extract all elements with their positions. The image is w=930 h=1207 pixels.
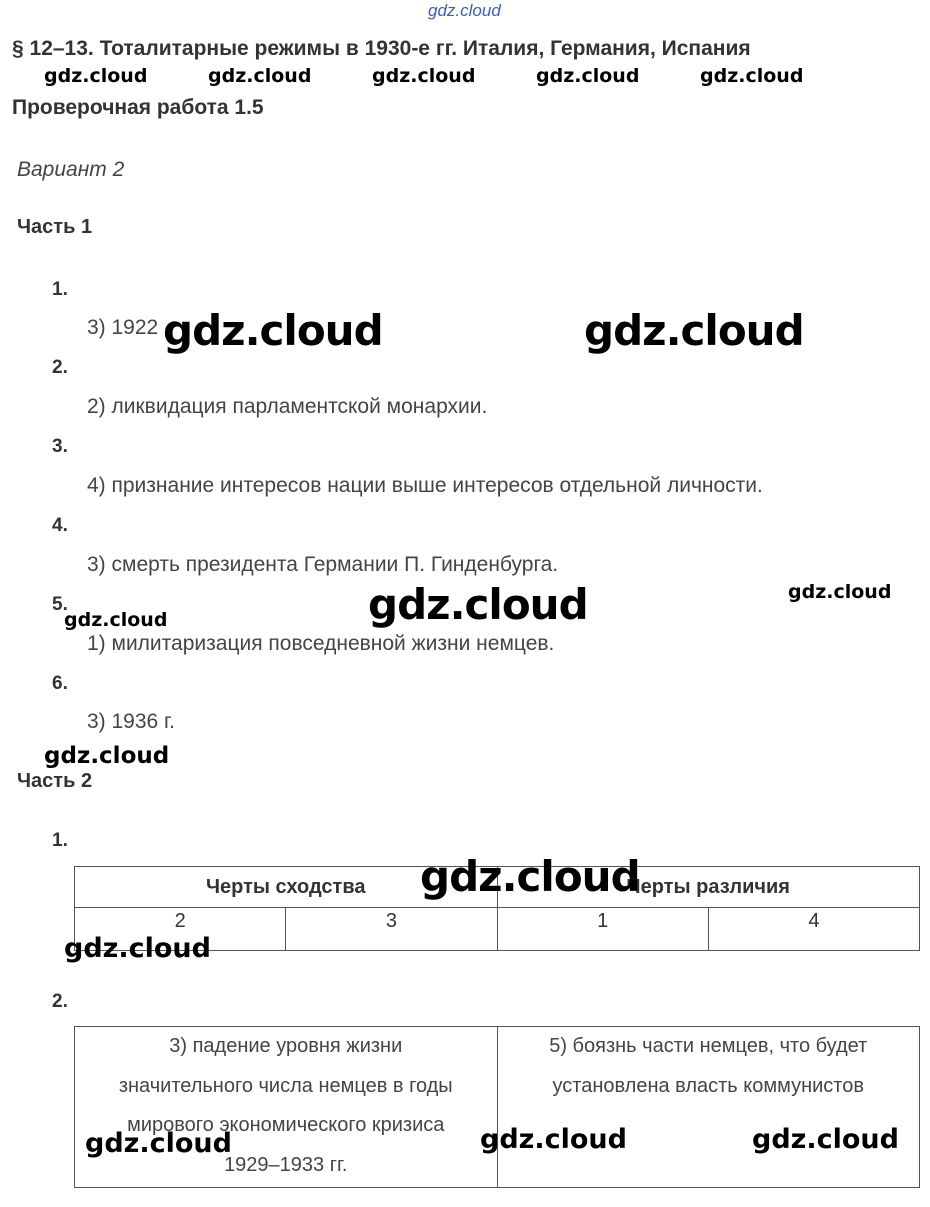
q3-number: 3. [52, 436, 68, 457]
p2-q1-number: 1. [52, 830, 68, 851]
q1-number: 1. [52, 279, 68, 300]
causes-table [74, 1026, 920, 1188]
similarities-differences-table [74, 866, 920, 951]
watermark: gdz.cloud [163, 306, 383, 355]
watermark: gdz.cloud [584, 306, 804, 355]
q3-answer: 4) признание интересов нации выше интересов отдельной личности. [87, 474, 763, 497]
p2-q2-number: 2. [52, 991, 68, 1012]
watermark: gdz.cloud [372, 65, 476, 87]
cause-right-cell [497, 1027, 920, 1188]
watermark: gdz.cloud [208, 65, 312, 87]
cause-left-line: 1929–1933 гг. [224, 1153, 348, 1176]
table-cell: 3 [286, 908, 497, 951]
q6-number: 6. [52, 673, 68, 694]
q2-number: 2. [52, 357, 68, 378]
cause-left-line: 3) падение уровня жизни [169, 1035, 403, 1057]
part2-heading: Часть 2 [17, 770, 93, 792]
table-cell: 1 [497, 908, 708, 951]
cause-left-line: мирового экономического кризиса [127, 1114, 445, 1136]
cause-left-cell [75, 1027, 498, 1188]
work-title: Проверочная работа 1.5 [12, 96, 264, 119]
q2-answer: 2) ликвидация парламентской монархии. [87, 395, 488, 418]
watermark: gdz.cloud [85, 1128, 232, 1159]
watermark: gdz.cloud [700, 65, 804, 87]
table-cell: 4 [708, 908, 919, 951]
watermark: gdz.cloud [536, 65, 640, 87]
watermark: gdz.cloud [44, 65, 148, 87]
q5-number: 5. [52, 594, 68, 615]
watermark: gdz.cloud [480, 1124, 627, 1155]
watermark: gdz.cloud [368, 580, 588, 629]
watermark: gdz.cloud [44, 743, 170, 769]
watermark: gdz.cloud [64, 609, 168, 631]
table-cell: 2 [75, 908, 286, 951]
watermark: gdz.cloud [64, 933, 211, 964]
part1-heading: Часть 1 [17, 216, 93, 238]
watermark: gdz.cloud [788, 581, 892, 603]
q4-answer: 3) смерть президента Германии П. Гинденбурга. [87, 553, 559, 576]
differences-header: Черты различия [497, 867, 920, 908]
cause-left-line: значительного числа немцев в годы [118, 1074, 453, 1097]
cause-right-line: 5) боязнь части немцев, что будет [549, 1035, 868, 1057]
q5-answer: 1) милитаризация повседневной жизни немцев. [87, 632, 555, 655]
cause-right-line: установлена власть коммунистов [552, 1074, 864, 1097]
watermark: gdz.cloud [420, 852, 640, 901]
variant-label: Вариант 2 [17, 158, 125, 181]
section-title: § 12–13. Тоталитарные режимы в 1930-е гг. Италия, Германия, Испания [12, 37, 751, 60]
watermark: gdz.cloud [752, 1124, 899, 1155]
top-watermark: gdz.cloud [428, 1, 501, 20]
q1-answer: 3) 1922 [87, 316, 159, 339]
q4-number: 4. [52, 515, 68, 536]
q6-answer: 3) 1936 г. [87, 710, 175, 733]
similarities-header: Черты сходства [75, 867, 498, 908]
